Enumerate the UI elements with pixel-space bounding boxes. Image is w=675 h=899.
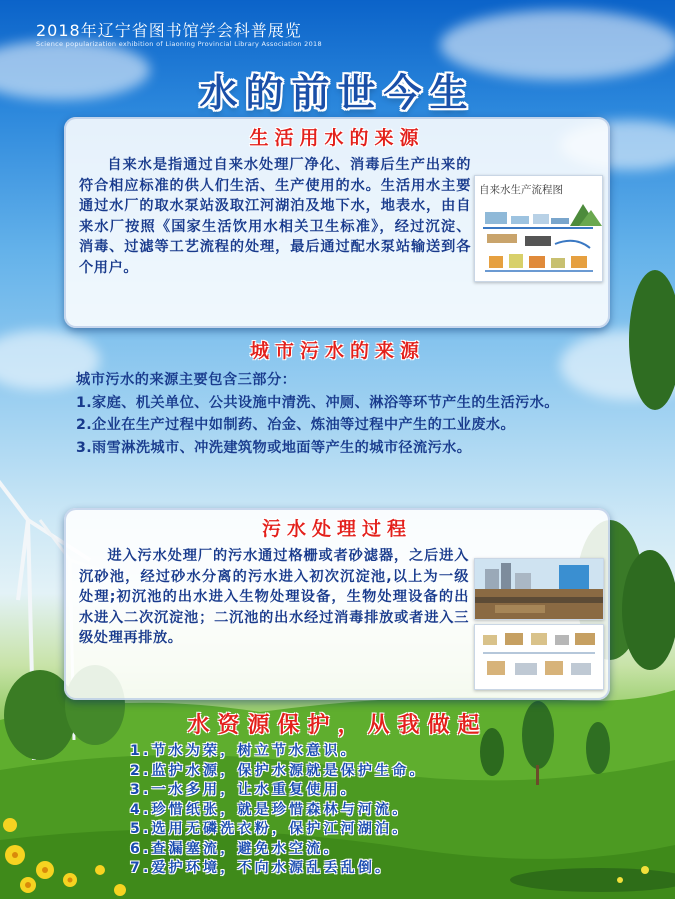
section-title: 生活用水的来源: [249, 127, 425, 149]
treatment-plant-image: [474, 558, 604, 620]
section-body: 自来水是指通过自来水处理厂净化、消毒后生产出来的符合相应标准的供人们生活、生产使用的水。生活用水主要通过水厂的取水泵站汲取江河湖泊及地下水，地表水，由自来水厂按照《国家生活饮用水相关卫生标准》，经过沉淀、消毒、过滤等工艺流程的处理，最后通过配水泵站输送到各个用户。: [79, 157, 471, 276]
section-title: 污水处理过程: [261, 518, 412, 540]
section-panel-sewage-treatment: [64, 508, 610, 700]
list-item: 3.雨雪淋洗城市、冲洗建筑物或地面等产生的城市径流污水。: [76, 439, 472, 456]
list-item: 1.节水为荣，树立节水意识。: [130, 743, 358, 759]
water-protection-list: [130, 742, 427, 879]
list-item: 3.一水多用，让水重复使用。: [130, 782, 358, 798]
list-item: 5.选用无磷洗衣粉，保护江河湖泊。: [130, 821, 410, 837]
treatment-plant-illustration: [475, 559, 603, 619]
section-title: 城市污水的来源: [249, 340, 425, 362]
list-item: 2.企业在生产过程中如制药、冶金、炼油等过程中产生的工业废水。: [76, 417, 516, 433]
list-intro: 城市污水的来源主要包含三部分：: [76, 372, 297, 388]
exhibition-title: 2018年辽宁省图书馆学会科普展览: [36, 21, 302, 40]
flowchart-illustration: [475, 176, 602, 281]
treatment-process-diagram: [475, 625, 603, 689]
flowchart-title: 自来水生产流程图: [479, 184, 563, 196]
page-title: 水的前世今生: [199, 71, 476, 115]
wastewater-source-list: [76, 369, 616, 459]
list-item: 4.珍惜纸张，就是珍惜森林与河流。: [130, 801, 410, 818]
water-production-flowchart-image: [474, 175, 603, 282]
list-item: 6.查漏塞流，避免水空流。: [130, 840, 341, 857]
exhibition-subtitle: Science popularization exhibition of Liaoning Provincial Library Association 2018: [36, 40, 322, 48]
section-body: 进入污水处理厂的污水通过格栅或者砂滤器，之后进入沉砂池，经过砂水分离的污水进入初次沉淀池,以上为一级处理;初沉池的出水进入生物处理设备，生物处理设备的出水进入二次沉淀池；二沉池的出水经过消毒排放或者进入三级处理再排放。: [79, 548, 469, 646]
list-item: 7.爱护环境，不向水源乱丢乱倒。: [130, 860, 393, 876]
list-item: 2.监护水源，保护水源就是保护生命。: [130, 762, 427, 779]
section-panel-domestic-water: [64, 117, 610, 328]
section-title: 水资源保护，从我做起: [187, 713, 488, 738]
list-item: 1.家庭、机关单位、公共设施中清洗、冲厕、淋浴等环节产生的生活污水。: [76, 394, 559, 411]
treatment-process-diagram-image: [474, 624, 604, 690]
